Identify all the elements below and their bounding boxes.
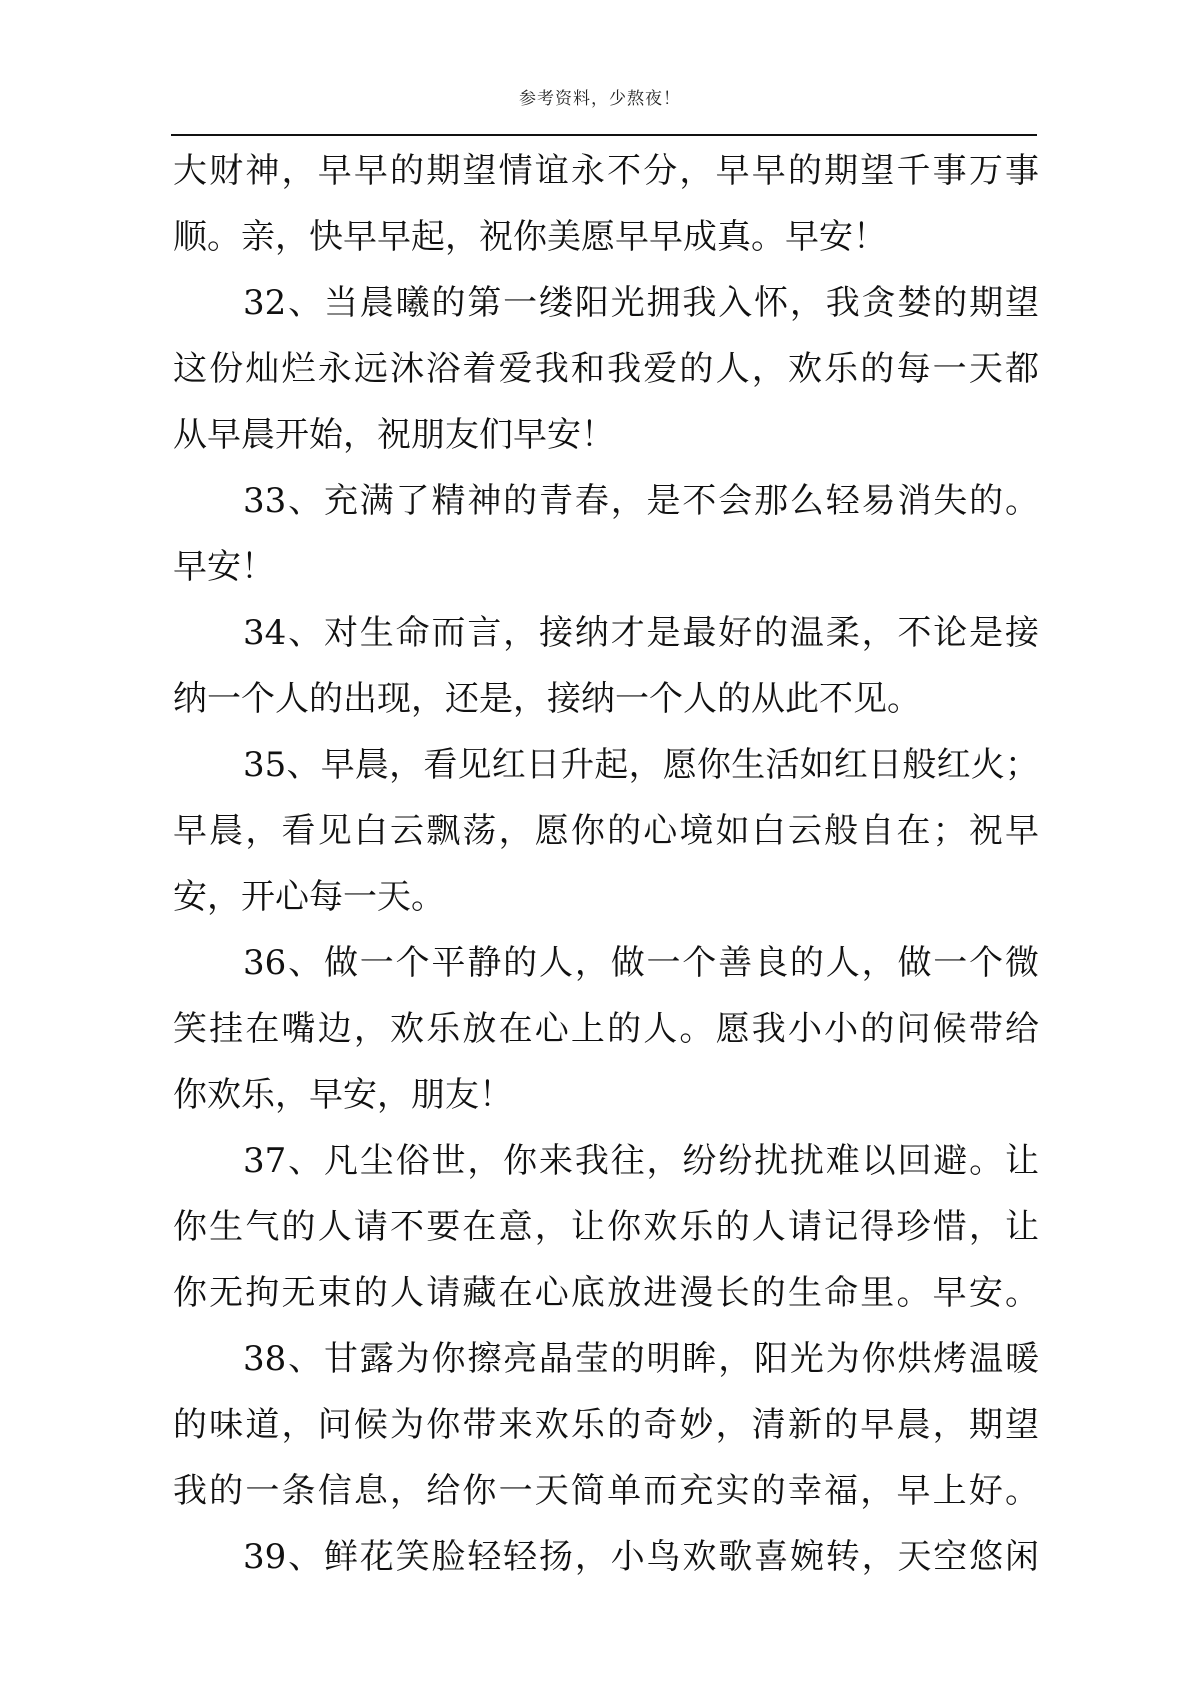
header-divider xyxy=(171,134,1037,136)
text-line: 大财神，早早的期望情谊永不分，早早的期望千事万事 xyxy=(173,151,1039,191)
text-line: 早晨，看见白云飘荡，愿你的心境如白云般自在；祝早 xyxy=(173,811,1039,851)
text-line: 顺。亲，快早早起，祝你美愿早早成真。早安！ xyxy=(173,217,887,257)
text-line: 36、做一个平静的人，做一个善良的人，做一个微 xyxy=(243,943,1039,983)
text-line: 37、凡尘俗世，你来我往，纷纷扰扰难以回避。让 xyxy=(243,1141,1039,1181)
text-line: 这份灿烂永远沐浴着爱我和我爱的人，欢乐的每一天都 xyxy=(173,349,1039,389)
page-header: 参考资料，少熬夜！ xyxy=(519,89,681,109)
text-line: 笑挂在嘴边，欢乐放在心上的人。愿我小小的问候带给 xyxy=(173,1009,1039,1049)
text-line: 35、早晨，看见红日升起，愿你生活如红日般红火； xyxy=(243,745,1039,785)
text-line: 我的一条信息，给你一天简单而充实的幸福，早上好。 xyxy=(173,1471,1039,1511)
text-line: 38、甘露为你擦亮晶莹的明眸，阳光为你烘烤温暖 xyxy=(243,1339,1039,1379)
text-line: 从早晨开始，祝朋友们早安！ xyxy=(173,415,615,455)
text-line: 的味道，问候为你带来欢乐的奇妙，清新的早晨，期望 xyxy=(173,1405,1039,1445)
text-line: 你生气的人请不要在意，让你欢乐的人请记得珍惜，让 xyxy=(173,1207,1039,1247)
text-line: 34、对生命而言，接纳才是最好的温柔，不论是接 xyxy=(243,613,1039,653)
text-line: 纳一个人的出现，还是，接纳一个人的从此不见。 xyxy=(173,679,921,719)
text-line: 早安！ xyxy=(173,547,275,587)
text-line: 33、充满了精神的青春，是不会那么轻易消失的。 xyxy=(243,481,1039,521)
document-body xyxy=(173,138,1039,1590)
text-line: 32、当晨曦的第一缕阳光拥我入怀，我贪婪的期望 xyxy=(243,283,1039,323)
text-line: 你欢乐，早安，朋友！ xyxy=(173,1075,513,1115)
text-line: 39、鲜花笑脸轻轻扬，小鸟欢歌喜婉转，天空悠闲 xyxy=(243,1537,1039,1577)
text-line: 你无拘无束的人请藏在心底放进漫长的生命里。早安。 xyxy=(173,1273,1039,1313)
text-line: 安，开心每一天。 xyxy=(173,877,445,917)
